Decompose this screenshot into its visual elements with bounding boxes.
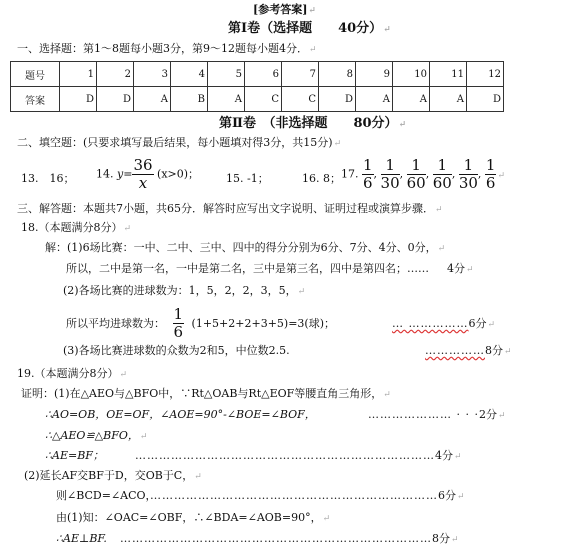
table-cell: A	[393, 87, 430, 112]
q19-line3: ∴△AEO≌△BFO，↵	[45, 429, 148, 442]
table-cell: C	[282, 87, 319, 112]
q18-line4: 所以平均进球数为： $\frac{1}{6}$ (1+5+2+2+3+5)=3(球)；	[66, 305, 336, 341]
table-cell: C	[245, 87, 282, 112]
section-fill-instructions: 二、填空题：(只要求填写最后结果，每小题填对得3分，共15分)↵	[17, 136, 342, 149]
table-cell: 2	[97, 62, 134, 87]
q18-line5-score: ……………8分↵	[425, 344, 512, 357]
q19-line2: ∴AO=OB，OE=OF，∠AOE=90°-∠BOE=∠BOF，	[45, 408, 316, 421]
table-cell: A	[430, 87, 467, 112]
table-cell: A	[134, 87, 171, 112]
table-cell: 6	[245, 62, 282, 87]
fill-q16: 16. 8；	[302, 172, 341, 185]
table-cell: D	[97, 87, 134, 112]
q19-line4: ∴AE=BF；	[45, 449, 104, 462]
table-cell: D	[60, 87, 97, 112]
fill-q14: 14. y= $\frac{36}{x}$ (x>0)；	[96, 156, 200, 192]
table-cell: 5	[208, 62, 245, 87]
table-row-numbers	[11, 62, 504, 87]
table-header-number: 题号	[11, 62, 60, 87]
q18-header: 18.（本题满分8分）↵	[21, 221, 132, 234]
q18-line4-score: … ……………6分↵	[392, 317, 496, 330]
table-cell: 8	[319, 62, 356, 87]
part1-heading: 第Ⅰ卷（选择题 40分）↵	[228, 21, 391, 36]
table-cell: D	[319, 87, 356, 112]
table-cell: A	[356, 87, 393, 112]
table-cell: 12	[467, 62, 504, 87]
table-cell: 3	[134, 62, 171, 87]
part2-heading: 第Ⅱ卷 （非选择题 80分）↵	[219, 116, 407, 131]
answer-table	[10, 61, 504, 112]
q18-line1: 解：(1)6场比赛：一中、二中、三中、四中的得分分别为6分、7分、4分、0分，↵	[45, 241, 446, 254]
q19-line6: 则∠BCD=∠ACO，	[56, 489, 157, 502]
section-choice-instructions: 一、选择题：第1～8题每小题3分，第9～12题每小题4分．↵	[17, 42, 317, 55]
table-header-answer: 答案	[11, 87, 60, 112]
table-row-answers	[11, 87, 504, 112]
q19-line8: ∴AE⊥BF.	[56, 532, 107, 545]
table-cell: 1	[60, 62, 97, 87]
table-cell: B	[171, 87, 208, 112]
fill-q15: 15. -1；	[226, 172, 269, 185]
table-cell: A	[208, 87, 245, 112]
q18-line5: (3)各场比赛进球数的众数为2和5，中位数2.5.	[63, 344, 290, 357]
q19-line1: 证明：(1)在△AEO与△BFO中，∵Rt△OAB与Rt△EOF等腰直角三角形，↵	[21, 387, 391, 400]
section-solve-instructions: 三、解答题：本题共7小题，共65分．解答时应写出文字说明、证明过程或演算步骤．↵	[17, 202, 443, 215]
q18-line3: (2)各场比赛的进球数为：1，5，2，2，3，5，↵	[63, 284, 306, 297]
q18-line2: 所以，二中是第一名，一中是第二名，三中是第三名，四中是第四名；…… 4分↵	[66, 262, 474, 275]
q19-line4-score: …………………………………………………………………4分↵	[135, 449, 462, 462]
doc-title: [参考答案]↵	[253, 3, 316, 16]
fill-q13: 13. 16；	[21, 172, 75, 185]
table-cell: 7	[282, 62, 319, 87]
table-cell: 4	[171, 62, 208, 87]
table-cell: 11	[430, 62, 467, 87]
fill-q17: 17. $\frac{1}{6}$ , $\frac{1}{30}$ , $\frac{1}{60}$ , $\frac{1}{60}$ , $\frac{1}{30}$ , $\frac{1}{6}$ ↵	[341, 156, 506, 192]
table-cell: 9	[356, 62, 393, 87]
q19-line7: 由(1)知：∠OAC=∠OBF，∴∠BDA=∠AOB=90°，↵	[56, 511, 331, 524]
q19-line2-score: ………………… · · ·2分↵	[368, 408, 506, 421]
q19-header: 19.（本题满分8分）↵	[17, 367, 128, 380]
q19-line8-score: ……………………………………………………………………8分↵	[120, 532, 459, 545]
table-cell: 10	[393, 62, 430, 87]
q19-line6-score: ………………………………………………………………6分↵	[150, 489, 465, 502]
q19-line5: (2)延长AF交BF于D，交OB于C，↵	[24, 469, 202, 482]
table-cell: D	[467, 87, 504, 112]
